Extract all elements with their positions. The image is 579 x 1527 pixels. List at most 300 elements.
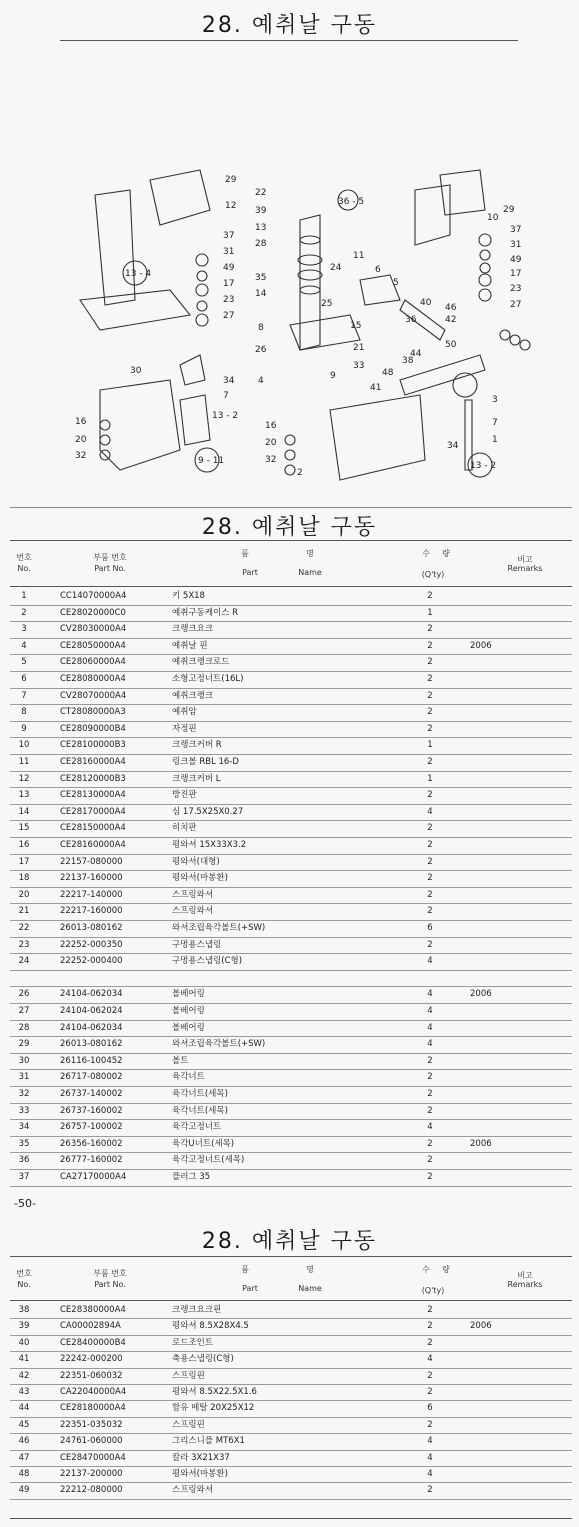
part-name: 평와셔(마봉환) <box>172 1469 228 1479</box>
table2-title: 28. 예취날 구동 <box>201 1229 378 1254</box>
row-number: 18 <box>18 873 30 884</box>
row-number: 38 <box>18 1305 30 1315</box>
quantity: 1 <box>427 773 433 784</box>
quantity: 4 <box>427 1452 433 1463</box>
diagram-label: 44 <box>410 349 422 359</box>
part-number: 26116-100452 <box>60 1055 123 1066</box>
table-row <box>10 588 572 606</box>
part-number: 24104-062034 <box>60 1022 123 1033</box>
table-row <box>10 1450 572 1467</box>
table1-title-underline <box>10 540 572 541</box>
quantity: 2 <box>427 790 433 801</box>
diagram-label: 9 - 11 <box>198 456 225 466</box>
row-number: 48 <box>18 1469 30 1479</box>
table-row <box>10 1053 572 1071</box>
table1-header <box>10 546 572 586</box>
part-number: 22351-060032 <box>60 1370 123 1381</box>
diagram-label: 15 <box>350 321 362 331</box>
diagram-label: 17 <box>223 279 235 289</box>
diagram-label: 13 <box>255 223 267 233</box>
row-number: 21 <box>18 906 30 917</box>
part-number: CA22040000A4 <box>60 1387 127 1397</box>
row-number: 33 <box>18 1105 30 1116</box>
table-row <box>10 721 572 739</box>
part-number: 24104-062024 <box>60 1006 123 1016</box>
diagram-label: 49 <box>510 255 522 265</box>
diagram-label: 20 <box>265 438 277 448</box>
quantity: 2 <box>427 1321 433 1332</box>
diagram-label: 27 <box>510 300 522 310</box>
diagram-label: 1 <box>492 435 498 445</box>
diagram-label: 29 <box>503 205 515 215</box>
table-row <box>10 1069 572 1087</box>
diagram-label: 40 <box>420 298 432 308</box>
part-name: 플러그 35 <box>172 1172 211 1182</box>
part-number: 22212-080000 <box>60 1485 123 1496</box>
quantity: 4 <box>427 1039 433 1050</box>
diagram-label: 12 <box>225 201 237 211</box>
header-name-kr2: 명 <box>306 549 314 558</box>
part-number: 22157-080000 <box>60 856 123 867</box>
part-name: 볼베어링 <box>172 1006 205 1016</box>
row-number: 9 <box>21 723 27 734</box>
quantity: 2 <box>427 823 433 834</box>
diagram-label: 26 <box>255 345 267 355</box>
row-number: 26 <box>18 989 30 1000</box>
row-number: 15 <box>18 823 30 834</box>
table-row <box>10 1136 572 1154</box>
part-number: 22351-035032 <box>60 1419 123 1430</box>
part-number: CE28160000A4 <box>60 840 126 850</box>
quantity: 2 <box>427 624 433 635</box>
diagram-label: 48 <box>382 368 394 378</box>
diagram-label: 11 <box>353 251 365 261</box>
header-qty-en: (Q'ty) <box>421 570 445 579</box>
part-name: 키 5X18 <box>172 591 205 601</box>
diagram-label: 31 <box>223 247 235 257</box>
part-number: CE28050000A4 <box>60 640 126 651</box>
row-number: 43 <box>18 1387 30 1397</box>
header-qty-kr2: 량 <box>442 1265 450 1274</box>
part-number: 22252-000400 <box>60 956 123 967</box>
row-number: 11 <box>18 757 30 767</box>
row-number: 23 <box>18 939 30 950</box>
part-number: CE28380000A4 <box>60 1305 126 1315</box>
row-number: 28 <box>18 1022 30 1033</box>
table-row <box>10 1003 572 1021</box>
quantity: 2 <box>427 707 433 718</box>
diagram-label: 23 <box>510 284 522 294</box>
table-row <box>10 1103 572 1121</box>
diagram-label: 37 <box>223 231 235 241</box>
header-no-en: No. <box>17 564 31 573</box>
diagram-label: 32 <box>75 451 87 461</box>
diagram-label: 29 <box>225 175 237 185</box>
header-partno-kr: 부품 번호 <box>93 1269 127 1278</box>
table-row <box>10 903 572 921</box>
table-row <box>10 787 572 805</box>
diagram-label: 14 <box>255 289 267 299</box>
row-number: 27 <box>18 1006 30 1016</box>
header-qty-kr1: 수 <box>422 1265 430 1274</box>
part-name: 평와셔 8.5X22.5X1.6 <box>172 1387 257 1397</box>
section-divider <box>10 507 572 508</box>
quantity: 6 <box>427 1403 433 1414</box>
part-name: 스프링와셔 <box>172 906 214 917</box>
diagram-label: 42 <box>445 315 457 325</box>
quantity: 2 <box>427 640 433 651</box>
part-name: 로드조인트 <box>172 1337 214 1348</box>
table-row <box>10 1400 572 1417</box>
header-name-kr1: 품 <box>241 1265 249 1274</box>
diagram-label: 33 <box>353 361 365 371</box>
part-name: 스프링핀 <box>172 1370 205 1381</box>
diagram-label: 30 <box>130 366 142 376</box>
row-number: 13 <box>18 790 30 801</box>
table-row <box>10 1466 572 1483</box>
part-number: CA27170000A4 <box>60 1172 127 1182</box>
part-name: 구멍용스냅링 <box>172 939 222 950</box>
row-number: 3 <box>21 624 27 635</box>
row-number: 30 <box>18 1055 30 1066</box>
table-row <box>10 953 572 971</box>
diagram-label: 35 <box>255 273 267 283</box>
quantity: 4 <box>427 1022 433 1033</box>
diagram-label: 8 <box>258 323 264 333</box>
part-name: 육각U너트(세목) <box>172 1138 235 1149</box>
diagram-label: 3 <box>492 395 498 405</box>
part-name: 육각너트 <box>172 1072 205 1083</box>
part-name: 와셔조립육각볼트(+SW) <box>172 923 266 933</box>
page-title: 28. 예취날 구동 <box>201 13 378 38</box>
row-number: 40 <box>18 1337 30 1348</box>
row-number: 49 <box>18 1485 30 1496</box>
row-number: 39 <box>18 1321 30 1332</box>
row-number: 44 <box>18 1403 30 1414</box>
table-row <box>10 970 572 988</box>
title-underline <box>60 40 518 41</box>
diagram-label: 4 <box>258 376 264 386</box>
table-row <box>10 638 572 656</box>
quantity: 2 <box>427 1337 433 1348</box>
row-number: 16 <box>18 840 30 850</box>
part-name: 예취구동케이스 R <box>172 607 239 618</box>
part-name: 칼라 3X21X37 <box>172 1452 230 1463</box>
row-number: 17 <box>18 856 30 867</box>
diagram-label: 2 <box>297 468 303 478</box>
header-qty-kr1: 수 <box>422 549 430 558</box>
row-number: 7 <box>21 690 27 701</box>
quantity: 2 <box>427 889 433 900</box>
table2-title-underline <box>10 1256 572 1257</box>
header-name-en2: Name <box>298 1284 322 1293</box>
row-number: 29 <box>18 1039 30 1050</box>
part-name: 평와셔(대형) <box>172 856 220 867</box>
part-number: CE28130000A4 <box>60 790 126 801</box>
diagram-label: 13 - 2 <box>470 461 497 471</box>
row-number: 8 <box>21 707 27 718</box>
bottom-rule <box>10 1518 572 1519</box>
diagram-label: 23 <box>223 295 235 305</box>
part-number: CE28160000A4 <box>60 757 126 767</box>
row-number: 2 <box>21 607 27 618</box>
table-row <box>10 1302 572 1319</box>
part-number: 26777-160002 <box>60 1155 123 1166</box>
diagram-label: 13 - 2 <box>212 411 239 421</box>
diagram-label: 16 <box>265 421 277 431</box>
part-number: CE28400000B4 <box>60 1337 126 1348</box>
header-name-en2: Name <box>298 568 322 577</box>
table-row <box>10 920 572 938</box>
exploded-parts-diagram <box>60 150 560 500</box>
header-partno-en: Part No. <box>94 1280 126 1289</box>
diagram-label: 50 <box>445 340 457 350</box>
diagram-label: 46 <box>445 303 457 313</box>
table-row <box>10 1351 572 1368</box>
quantity: 2 <box>427 1055 433 1066</box>
row-number: 20 <box>18 889 30 900</box>
table-row <box>10 804 572 822</box>
table-row <box>10 1368 572 1385</box>
header-remarks-kr: 비고 <box>517 555 533 564</box>
header-remarks-en: Remarks <box>507 564 543 573</box>
row-number: 36 <box>18 1155 30 1166</box>
part-number: CV28070000A4 <box>60 690 127 701</box>
header-partno-en: Part No. <box>94 564 126 573</box>
quantity: 4 <box>427 1354 433 1365</box>
quantity: 2 <box>427 1155 433 1166</box>
part-name: 크랭크요크핀 <box>172 1305 222 1315</box>
quantity: 2 <box>427 1387 433 1397</box>
part-name: 축용스냅링(C형) <box>172 1354 234 1365</box>
table-row <box>10 887 572 905</box>
header-no-en: No. <box>17 1280 31 1289</box>
quantity: 2 <box>427 840 433 850</box>
quantity: 2 <box>427 674 433 684</box>
header-name-kr1: 품 <box>241 549 249 558</box>
table-row <box>10 654 572 672</box>
diagram-label: 37 <box>510 225 522 235</box>
header-remarks-kr: 비고 <box>517 1271 533 1280</box>
part-name: 스프링와셔 <box>172 1485 214 1496</box>
table-row <box>10 986 572 1004</box>
diagram-label: 24 <box>330 263 342 273</box>
part-number: CE28100000B3 <box>60 740 126 751</box>
part-name: 평와셔(마봉환) <box>172 873 228 884</box>
diagram-label: 36 <box>405 315 417 325</box>
part-name: 크랭크요크 <box>172 624 214 635</box>
table1-header-rule <box>10 586 572 587</box>
quantity: 2 <box>427 1172 433 1182</box>
row-number: 31 <box>18 1072 30 1083</box>
row-number: 6 <box>21 674 27 684</box>
header-qty-kr2: 량 <box>442 549 450 558</box>
quantity: 4 <box>427 1006 433 1016</box>
row-number: 22 <box>18 923 30 933</box>
part-name: 예취암 <box>172 707 197 718</box>
part-number: CV28030000A4 <box>60 624 127 635</box>
part-name: 평와셔 8.5X28X4.5 <box>172 1321 249 1332</box>
quantity: 1 <box>427 740 433 751</box>
table-row <box>10 1020 572 1038</box>
header-no-kr: 번호 <box>16 1269 32 1278</box>
quantity: 2 <box>427 723 433 734</box>
quantity: 2 <box>427 657 433 668</box>
table-row <box>10 820 572 838</box>
diagram-label: 5 <box>393 278 399 288</box>
part-name: 크랭크커버 L <box>172 773 221 784</box>
diagram-label: 7 <box>492 418 498 428</box>
table-row <box>10 837 572 855</box>
quantity: 2 <box>427 591 433 601</box>
row-number: 24 <box>18 956 30 967</box>
table-row <box>10 1384 572 1401</box>
header-qty-en: (Q'ty) <box>421 1286 445 1295</box>
part-name: 히치판 <box>172 823 197 834</box>
header-no-kr: 번호 <box>16 553 32 562</box>
part-number: CE28170000A4 <box>60 806 126 817</box>
table-row <box>10 937 572 955</box>
table1-title: 28. 예취날 구동 <box>201 515 378 540</box>
part-number: 22137-160000 <box>60 873 123 884</box>
diagram-label: 17 <box>510 269 522 279</box>
page-number: -50- <box>14 1197 36 1210</box>
diagram-label: 38 <box>402 356 414 366</box>
part-name: 와셔조립육각볼트(+SW) <box>172 1039 266 1050</box>
row-number: 12 <box>18 773 30 784</box>
quantity: 2 <box>427 757 433 767</box>
part-name: 예취날 핀 <box>172 640 208 651</box>
header-name-en1: Part <box>242 568 258 577</box>
part-name: 방진판 <box>172 790 197 801</box>
quantity: 2 <box>427 1089 433 1099</box>
part-number: 24104-062034 <box>60 989 123 1000</box>
part-number: CE28080000A4 <box>60 674 126 684</box>
quantity: 2 <box>427 1305 433 1315</box>
diagram-label: 32 <box>265 455 277 465</box>
diagram-label: 27 <box>223 311 235 321</box>
part-number: 26013-080162 <box>60 923 123 933</box>
part-number: CE28180000A4 <box>60 1403 126 1414</box>
table-row <box>10 870 572 888</box>
diagram-label: 7 <box>223 391 229 401</box>
diagram-label: 22 <box>255 188 267 198</box>
diagram-label: 21 <box>353 343 365 353</box>
part-name: 평와셔 15X33X3.2 <box>172 840 247 850</box>
part-number: CT28080000A3 <box>60 707 126 718</box>
diagram-label: 9 <box>330 371 336 381</box>
part-name: 육각고정너트 <box>172 1122 222 1133</box>
table-row <box>10 1036 572 1054</box>
table-row <box>10 1482 572 1499</box>
row-number: 5 <box>21 657 27 668</box>
part-name: 볼베어링 <box>172 989 205 1000</box>
diagram-label: 10 <box>487 213 499 223</box>
diagram-label: 16 <box>75 417 87 427</box>
part-name: 볼트 <box>172 1055 189 1066</box>
table-row <box>10 854 572 872</box>
part-number: CE28470000A4 <box>60 1452 126 1463</box>
diagram-label: 34 <box>447 441 459 451</box>
table2-header <box>10 1262 572 1300</box>
quantity: 4 <box>427 1436 433 1447</box>
quantity: 2 <box>427 1105 433 1116</box>
table-row <box>10 771 572 789</box>
diagram-label: 6 <box>375 265 381 275</box>
part-number: 22217-140000 <box>60 889 123 900</box>
part-number: CE28150000A4 <box>60 823 126 834</box>
quantity: 2 <box>427 873 433 884</box>
part-number: CC14070000A4 <box>60 591 127 601</box>
row-number: 41 <box>18 1354 30 1365</box>
part-name: 자정핀 <box>172 723 197 734</box>
diagram-label: 28 <box>255 239 267 249</box>
part-name: 링크볼 RBL 16-D <box>172 757 239 767</box>
remarks: 2006 <box>470 640 492 651</box>
part-number: 26737-160002 <box>60 1105 123 1116</box>
part-number: CE28090000B4 <box>60 723 126 734</box>
part-name: 육각너트(세목) <box>172 1105 228 1116</box>
quantity: 4 <box>427 1469 433 1479</box>
header-name-kr2: 명 <box>306 1265 314 1274</box>
row-number: 1 <box>21 591 27 601</box>
row-number: 47 <box>18 1452 30 1463</box>
part-name: 예취크랭크로드 <box>172 657 230 668</box>
quantity: 6 <box>427 923 433 933</box>
quantity: 2 <box>427 906 433 917</box>
quantity: 4 <box>427 1122 433 1133</box>
quantity: 2 <box>427 856 433 867</box>
diagram-label: 31 <box>510 240 522 250</box>
part-number: 22217-160000 <box>60 906 123 917</box>
part-number: 22252-000350 <box>60 939 123 950</box>
table-row <box>10 1086 572 1104</box>
diagram-label: 41 <box>370 383 382 393</box>
part-number: CE28120000B3 <box>60 773 126 784</box>
remarks: 2006 <box>470 989 492 1000</box>
table-row <box>10 1119 572 1137</box>
part-name: 함유 메탈 20X25X12 <box>172 1403 255 1414</box>
quantity: 4 <box>427 956 433 967</box>
part-name: 그리스니플 MT6X1 <box>172 1436 245 1447</box>
part-number: CA00002894A <box>60 1321 121 1332</box>
diagram-label: 49 <box>223 263 235 273</box>
diagram-label: 25 <box>321 299 333 309</box>
quantity: 2 <box>427 1138 433 1149</box>
part-name: 육각고정너트(세목) <box>172 1155 245 1166</box>
part-name: 심 17.5X25X0.27 <box>172 806 244 817</box>
table-row <box>10 621 572 639</box>
header-remarks-en: Remarks <box>507 1280 543 1289</box>
table-row <box>10 605 572 623</box>
quantity: 2 <box>427 1072 433 1083</box>
row-number: 14 <box>18 806 30 817</box>
part-number: CE28020000C0 <box>60 607 126 618</box>
table-row <box>10 1335 572 1352</box>
diagram-label: 20 <box>75 435 87 445</box>
part-name: 육각너트(세목) <box>172 1089 228 1099</box>
diagram-label: 34 <box>223 376 235 386</box>
quantity: 1 <box>427 607 433 618</box>
quantity: 2 <box>427 939 433 950</box>
part-name: 스프링핀 <box>172 1419 205 1430</box>
remarks: 2006 <box>470 1138 492 1149</box>
table-row <box>10 688 572 706</box>
part-number: 22137-200000 <box>60 1469 123 1479</box>
table-row <box>10 1152 572 1170</box>
row-number: 35 <box>18 1138 30 1149</box>
row-number: 46 <box>18 1436 30 1447</box>
